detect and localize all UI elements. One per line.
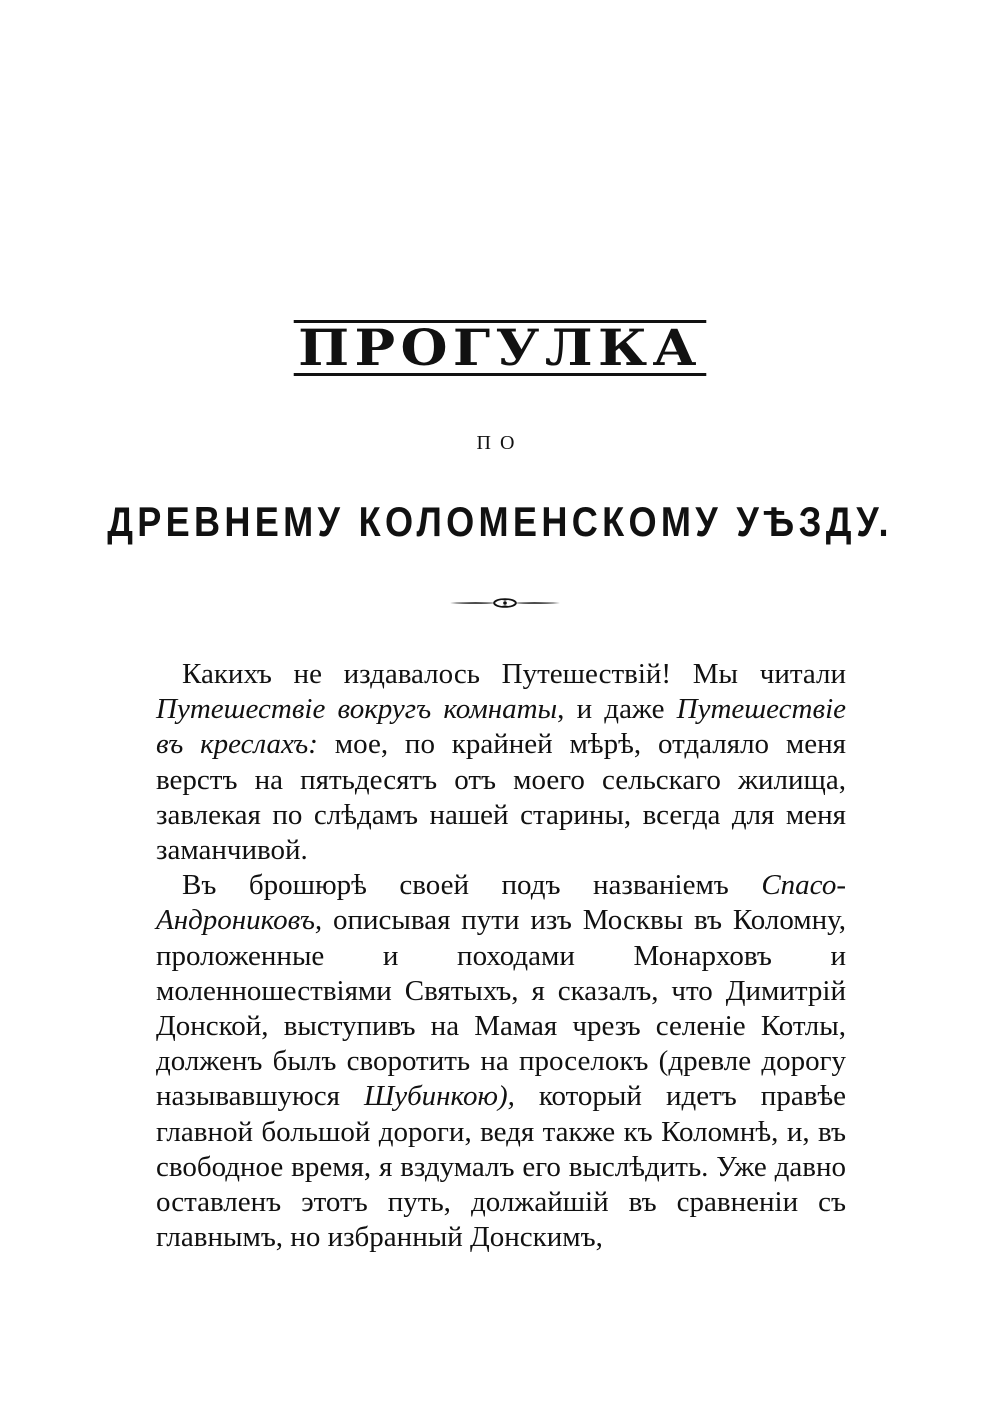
paragraph-2-text-b: описывая пути изъ Москвы въ Коломну, проложенные и походами Монарховъ и моленношествіями Святыхъ, я сказалъ, что Димитрій Донской, выступивъ на Мамая чрезъ селеніе Котлы, долженъ былъ своротить на проселокъ (древле дорогу называвшуюся <box>156 904 846 1113</box>
paragraph-2-italic-b: Шубинкою), <box>363 1080 515 1113</box>
title-preposition: ПО <box>476 432 524 454</box>
paragraph-1 <box>156 657 846 868</box>
paragraph-2-text-a: Въ брошюрѣ своей подъ названіемъ <box>182 869 762 902</box>
body-text <box>156 657 846 1255</box>
page-subtitle: ДРЕВНЕМУ КОЛОМЕНСКОМУ УѢЗДУ. <box>107 498 893 545</box>
paragraph-1-text-a: Какихъ не издавалось Путешествій! Мы читали <box>182 658 846 690</box>
paragraph-2-text-c: который идетъ правѣе главной большой дороги, ведя также къ Коломнѣ, и, въ свободное время, я вздумалъ его выслѣдить. Уже давно оставленъ этотъ путь, должайшій въ сравненіи съ главнымъ, но избранный Донскимъ, <box>156 1080 846 1254</box>
decorative-rule-icon <box>448 594 562 612</box>
paragraph-1-text-b: , и даже <box>557 693 677 726</box>
paragraph-2 <box>156 868 846 1255</box>
paragraph-1-italic-a: Путешествіе вокругъ комнаты <box>156 693 558 726</box>
paragraph-1-text-c: мое, по крайней мѣрѣ, отдаляло меня верстъ на пятьдесятъ отъ моего сельскаго жилища, завлекая по слѣдамъ нашей старины, всегда для меня заманчивой. <box>156 728 846 867</box>
paragraph-2-italic-a: Спасо-Андрониковъ, <box>156 869 846 937</box>
title-text: ПРОГУЛКА <box>294 320 706 376</box>
page-title <box>0 318 1000 378</box>
paragraph-1-italic-b: Путешествіе въ креслахъ: <box>156 693 846 761</box>
